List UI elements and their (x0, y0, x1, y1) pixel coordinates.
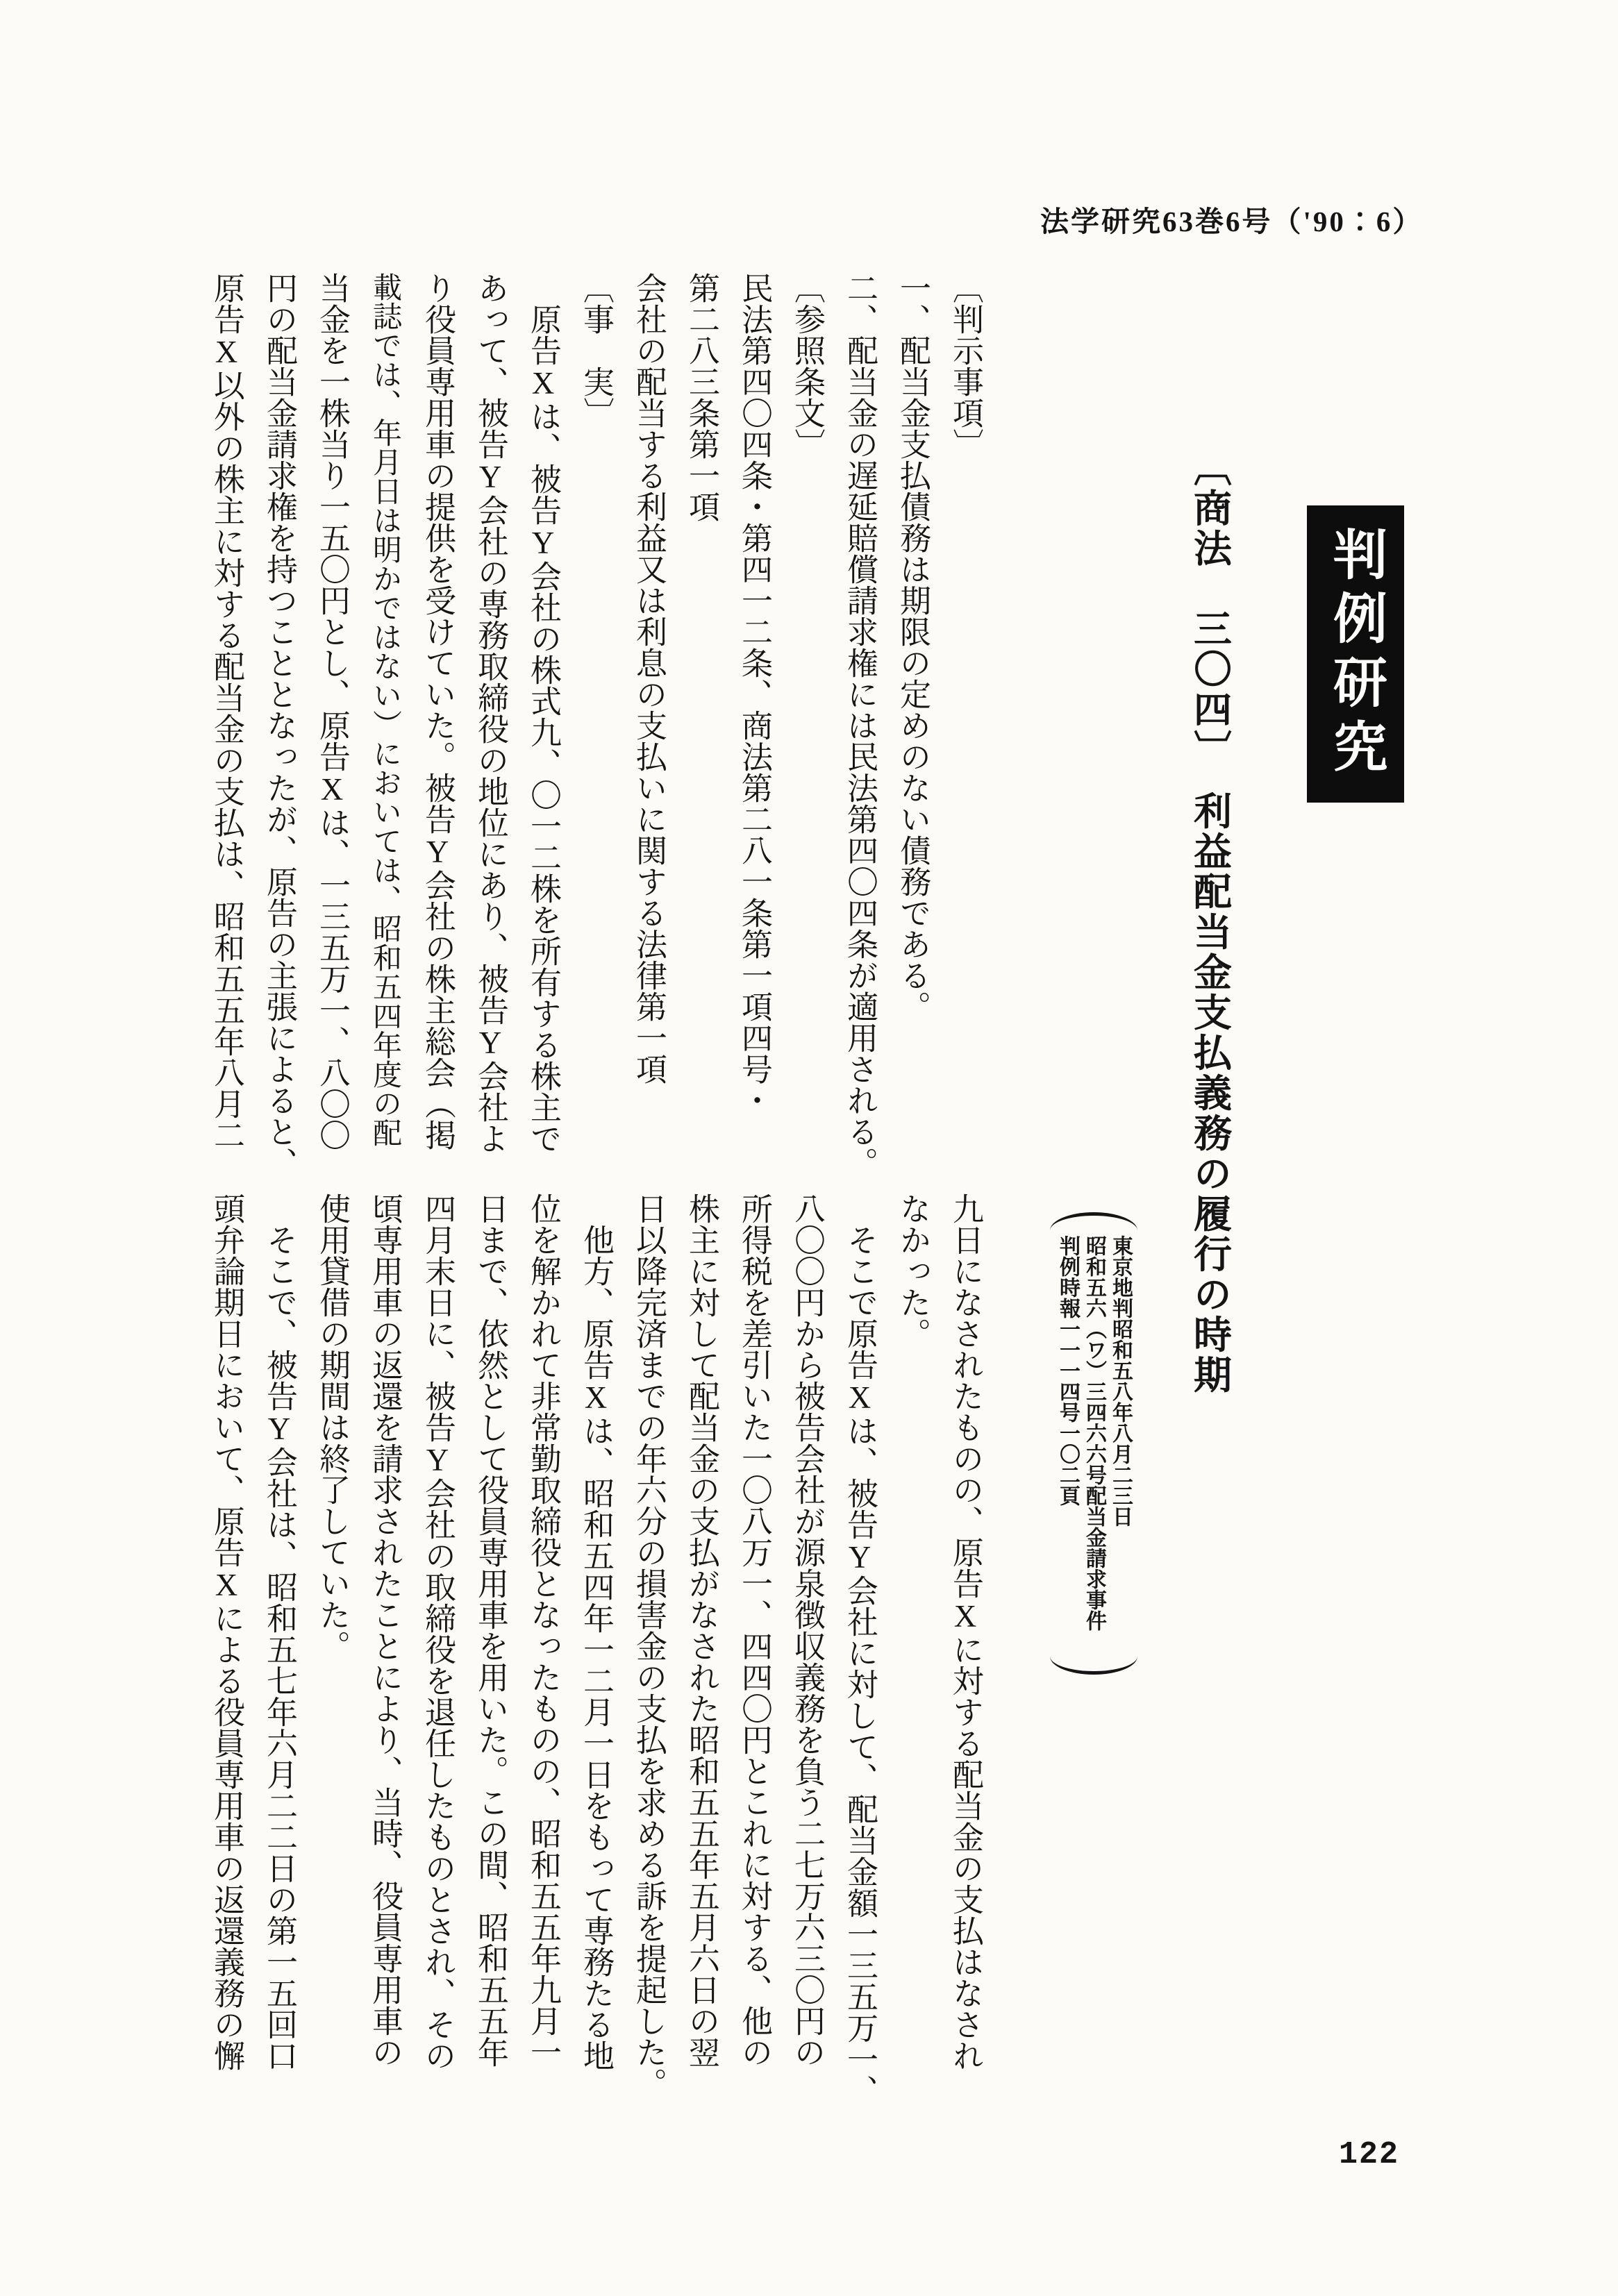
heading-sansho-jobun: 〔参照条文〕 (790, 272, 824, 460)
text-column: 所得税を差引いた一〇八万一、四四〇円とこれに対する、他の (737, 1193, 772, 2068)
text-column: 一、配当金支払債務は期限の定めのない債務である。 (895, 272, 930, 1022)
citation-line-reporter: 判例時報一一一四号一〇二頁 (1056, 1235, 1079, 1506)
text-column: なかった。 (895, 1193, 930, 1349)
text-column: 株主に対して配当金の支払がなされた昭和五五年五月六日の翌 (684, 1193, 719, 2068)
text-column: 頃専用車の返還を請求されたことにより、当時、役員専用車の (367, 1193, 402, 2068)
citation-line-court-date: 東京地判昭和五八年八月二三日 (1109, 1235, 1132, 1527)
text-column: 八〇〇円から被告会社が源泉徴収義務を負う二七万六三〇円の (790, 1193, 824, 2068)
text-column: り役員専用車の提供を受けていた。被告Y会社の株主総会（掲 (420, 272, 455, 1150)
journal-header: 法学研究63巻6号（'90：6） (1040, 206, 1424, 237)
text-column: 原告Xは、被告Y会社の株式九、〇一二株を所有する株主で (526, 303, 560, 1154)
case-title: 〔商法 三〇四〕 利益配当金支払義務の履行の時期 (1188, 448, 1231, 1396)
text-column: 第二八三条第一項 (684, 272, 719, 522)
case-study-banner-label: 判例研究 (1326, 526, 1386, 782)
text-column: 九日になされたものの、原告Xに対する配当金の支払はなされ (948, 1193, 983, 2071)
citation-body (1054, 1235, 1133, 1652)
page-number: 122 (1339, 2137, 1400, 2172)
text-column: そこで、被告Y会社は、昭和五七年六月二二日の第一五回口 (262, 1224, 297, 2071)
text-column: 当金を一株当り一五〇円とし、原告Xは、一三五万一、八〇〇 (315, 272, 349, 1150)
text-column: 原告X以外の株主に対する配当金の支払は、昭和五五年八月二 (209, 272, 244, 1150)
text-column: あって、被告Y会社の専務取締役の地位にあり、被告Y会社よ (473, 272, 508, 1154)
text-column: 使用貸借の期間は終了していた。 (315, 1193, 349, 1661)
text-column: 民法第四〇四条・第四一二条、商法第二八一条第一項四号・ (737, 272, 772, 1116)
text-column: 円の配当金請求権を持つこととなったが、原告の主張によると、 (262, 272, 297, 1178)
citation-line-case-number: 昭和五六（ワ）三四六六号配当金請求事件 (1083, 1235, 1106, 1631)
case-study-banner (1307, 505, 1404, 803)
text-column: 四月末日に、被告Y会社の取締役を退任したものとされ、その (420, 1193, 455, 2071)
text-column: 頭弁論期日において、原告Xによる役員専用車の返還義務の懈 (209, 1193, 244, 2071)
body-lower-band (186, 1193, 992, 2104)
text-column: 二、配当金の遅延賠償請求権には民法第四〇四条が適用される。 (842, 272, 877, 1178)
heading-jijitsu: 〔事 実〕 (578, 272, 613, 428)
body-upper-band (186, 272, 992, 1180)
citation-open-paren (1050, 1212, 1137, 1232)
citation-close-paren (1050, 1654, 1137, 1675)
text-column: 会社の配当する利益又は利息の支払いに関する法律第一項 (631, 272, 666, 1084)
heading-hanji-jiko: 〔判示事項〕 (948, 272, 983, 460)
text-column: 他方、原告Xは、昭和五四年一二月一日をもって専務たる地 (578, 1224, 613, 2071)
text-column: 載誌では、年月日は明かではない）においては、昭和五四年度の配 (369, 272, 401, 1147)
text-column: 日以降完済までの年六分の損害金の支払を求める訴を提起した。 (631, 1193, 666, 2099)
case-citation (1050, 1212, 1137, 1675)
text-column: 日まで、依然として役員専用車を用いた。この間、昭和五五年 (473, 1193, 508, 2068)
text-column: そこで原告Xは、被告Y会社に対して、配当金額一三五万一、 (842, 1224, 877, 2106)
text-column: 位を解かれて非常勤取締役となったものの、昭和五五年九月一 (526, 1193, 560, 2068)
